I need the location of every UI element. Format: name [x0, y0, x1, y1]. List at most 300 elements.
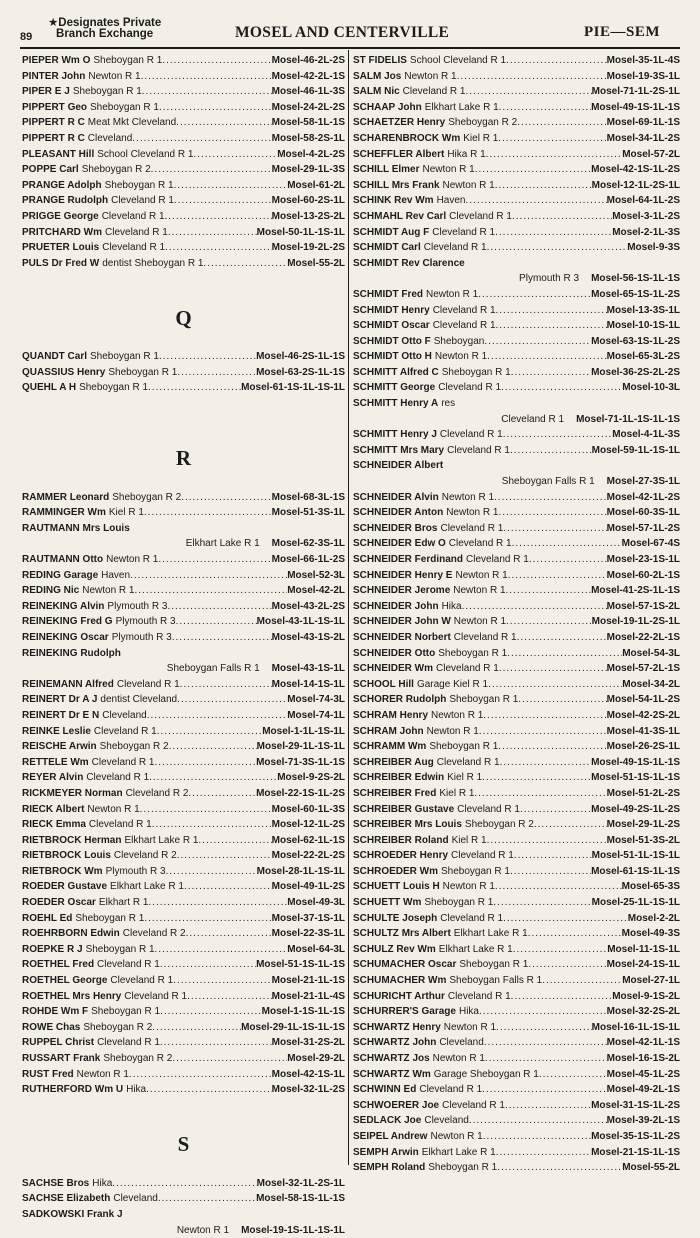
listing-phone: Mosel-29-1L-1S-1L [256, 741, 345, 753]
leader-dots [510, 443, 592, 459]
listing-address: Cleveland R 1 [457, 803, 520, 815]
leader-dots [483, 1129, 591, 1145]
listing-phone: Mosel-64-1L-2S [606, 195, 680, 207]
leader-dots [465, 193, 606, 209]
leader-dots [141, 69, 272, 85]
leader-dots [144, 505, 272, 521]
listing-row [22, 256, 345, 272]
listing-address: Cleveland R 1 [438, 382, 502, 394]
listing-row [353, 349, 680, 365]
leader-dots [142, 84, 272, 100]
listing-name: RIETBROCK Wm [22, 865, 103, 877]
listing-name: ROEHL Ed [22, 912, 73, 924]
page-header [20, 16, 680, 46]
listing-phone: Mosel-21-1L-4S [271, 990, 345, 1002]
listing-address: res [441, 398, 456, 410]
listing-phone: Mosel-58-2S-1L [271, 132, 345, 144]
listing-name: SEMPH Roland [353, 1162, 426, 1174]
leader-dots [499, 100, 591, 116]
listing-name: SCHNEIDER Ferdinand [353, 554, 464, 565]
listing-row [353, 1035, 680, 1051]
listing-row [353, 240, 680, 256]
listing-name: PLEASANT Hill [22, 148, 95, 160]
leader-dots [151, 162, 272, 178]
leader-dots [494, 490, 607, 506]
listing-row [353, 1145, 680, 1161]
listing-name: SCHREIBER Fred [353, 787, 437, 799]
listing-address: Kiel R 1 [463, 132, 499, 144]
listing-phone: Mosel-19-1L-2S-1L [591, 616, 680, 628]
listing-row [353, 817, 680, 833]
listing-address: Newton R 1 [76, 1068, 129, 1080]
listing-name: PIPER E J [22, 86, 70, 98]
listing-address: Sheboygan R 1 [429, 741, 499, 753]
leader-dots [148, 895, 287, 911]
leader-dots [162, 53, 271, 69]
listing-name: ST FIDELIS [353, 55, 407, 66]
listing-phone: Mosel-60-1L-3S [271, 803, 345, 815]
listing-phone: Mosel-52-3L [287, 569, 345, 581]
listing-row [353, 926, 680, 942]
listing-continuation [22, 1223, 345, 1238]
listing-row [353, 1129, 680, 1145]
listing-name: ROETHEL Fred [22, 959, 95, 971]
listing-row [22, 755, 345, 771]
leader-dots [507, 646, 622, 662]
listing-phone: Mosel-61-1S-1L-1S-1L [241, 382, 345, 394]
listing-name: REINEKING Alvin [22, 600, 105, 612]
listing-phone: Mosel-42-1S-1L-2S [591, 164, 680, 176]
listing-name: ROETHEL Mrs Henry [22, 990, 122, 1002]
listing-phone: Mosel-10-3L [622, 382, 680, 394]
blank-row [22, 1098, 345, 1114]
leader-dots [152, 1020, 241, 1036]
listing-row [353, 1067, 680, 1083]
leader-dots [260, 536, 272, 552]
listing-row [353, 427, 680, 443]
listing-row [22, 1004, 345, 1020]
blank-row [22, 412, 345, 428]
listing-row [22, 552, 345, 568]
listing-phone: Mosel-12-1L-2S [271, 819, 345, 831]
listing-phone: Mosel-42-2S-2L [606, 709, 680, 721]
listing-address: Plymouth R 3 [111, 631, 172, 643]
listing-address: Cleveland R 2 [113, 850, 177, 862]
listing-name: SEIPEL Andrew [353, 1130, 428, 1142]
listing-address: Newton R 1 [446, 507, 499, 519]
listing-row [22, 1020, 345, 1036]
listing-row [22, 84, 345, 100]
leader-dots [564, 412, 576, 428]
listing-address: Newton R 1 [426, 725, 479, 737]
listing-name: SCHNEIDER Wm [353, 663, 434, 675]
listing-row [353, 942, 680, 958]
listing-address: Plymouth R 3 [519, 273, 580, 285]
listing-name: SCHULTZ Mrs Albert [353, 928, 451, 940]
leader-dots [512, 209, 612, 225]
leader-dots [260, 661, 272, 677]
listing-phone: Mosel-69-1L-1S [606, 117, 680, 129]
listing-name: REDING Nic [22, 585, 80, 597]
listing-address: Cleveland R 1 [91, 756, 155, 768]
listing-continuation [353, 474, 680, 490]
listing-name: SCHAAP John [353, 101, 422, 113]
listing-address: Cleveland R 1 [97, 959, 160, 971]
leader-dots [484, 334, 591, 350]
listing-address: Kiel R 1 [447, 772, 483, 784]
leader-dots [528, 926, 622, 942]
listing-name: PINTER John [22, 70, 86, 82]
listing-phone: Mosel-3-1L-2S [612, 210, 680, 222]
listing-name: RAMMINGER Wm [22, 507, 106, 519]
listing-phone: Mosel-71-3S-1L-1S [256, 756, 345, 768]
listing-name: SACHSE Elizabeth [22, 1193, 111, 1205]
listing-name: RIECK Albert [22, 803, 85, 815]
listing-phone: Mosel-2-2L [627, 912, 680, 924]
listing-row [22, 209, 345, 225]
listing-row [353, 989, 680, 1005]
listing-phone: Mosel-49-2S-1L-2S [591, 803, 680, 815]
listing-address: dentist Sheboygan R 1 [102, 257, 204, 269]
listing-address: Cleveland R 1 [402, 86, 466, 98]
listing-name: SCHWOERER Joe [353, 1099, 440, 1111]
listing-row [353, 225, 680, 241]
listing-phone: Mosel-43-1L-1S-1L [256, 616, 345, 628]
leader-dots [508, 568, 607, 584]
listing-name: REINERT Dr E N [22, 709, 100, 721]
listing-phone: Mosel-57-1S-2L [606, 600, 680, 612]
listing-name: RIETBROCK Herman [22, 834, 122, 846]
listing-row [353, 365, 680, 381]
listing-address: Elkhart Lake R 1 [453, 928, 528, 940]
leader-dots [149, 770, 277, 786]
listing-address: Sheboygan R 2 [112, 491, 182, 503]
listing-row [22, 240, 345, 256]
leader-dots [157, 724, 262, 740]
leader-dots [517, 115, 606, 131]
listing-name: PIPPERT R C [22, 117, 85, 129]
listing-address: Elkhart Lake R 1 [438, 943, 513, 955]
listing-row [353, 131, 680, 147]
listing-name: SACHSE Bros [22, 1177, 90, 1189]
listing-address: Newton R 1 [87, 803, 140, 815]
listing-address: Sheboygan R 1 [441, 366, 511, 378]
listing-address: Sheboygan R 1 [90, 351, 159, 363]
column-divider [348, 50, 349, 1165]
listing-address: Sheboygan R 1 [428, 1162, 498, 1174]
listing-address: Cleveland R 1 [448, 538, 512, 550]
listing-phone: Mosel-62-3S-1L [271, 538, 345, 550]
listing-phone: Mosel-43-1S-1L [271, 663, 345, 675]
leader-dots [160, 957, 256, 973]
listing-name: SCHMITT Henry J [353, 429, 437, 441]
leader-dots [160, 1035, 272, 1051]
listing-address: Newton R 1 [453, 616, 507, 628]
listing-address: Sheboygan R 1 [441, 865, 510, 877]
listing-row [22, 724, 345, 740]
listing-phone: Mosel-71-1L-1S-1L-1S [576, 413, 680, 425]
listing-name: RAMMER Leonard [22, 491, 110, 503]
listing-row [22, 911, 345, 927]
listing-name: RUTHERFORD Wm U [22, 1084, 124, 1096]
listing-phone: Mosel-45-1L-2S [606, 1068, 680, 1080]
listing-address: Newton R 1 [82, 585, 135, 597]
listing-name: SCHARENBROCK Wm [353, 132, 461, 144]
listing-phone: Mosel-22-2L-2S [271, 850, 345, 862]
listing-name: SCHREIBER Aug [353, 756, 434, 768]
listing-row [353, 193, 680, 209]
leader-dots [176, 614, 257, 630]
leader-dots [184, 879, 272, 895]
leader-dots [510, 864, 591, 880]
leader-dots [506, 53, 607, 69]
listing-name: SCHWARTZ Wm [353, 1068, 431, 1080]
listing-phone: Mosel-14-1S-1L [271, 678, 345, 690]
listing-address: Cleveland R 1 [111, 195, 174, 207]
private-note-line2: Branch Exchange [56, 28, 154, 40]
listing-phone: Mosel-41-2S-1L-1S [591, 585, 680, 597]
listing-row [353, 770, 680, 786]
listing-row [353, 755, 680, 771]
leader-dots [172, 1051, 287, 1067]
listing-row [353, 692, 680, 708]
listing-row [353, 178, 680, 194]
listing-address: Newton R 1 [453, 585, 506, 597]
listing-address: Sheboygan R 1 [85, 943, 155, 955]
listing-name: SCHRAM Henry [353, 709, 429, 721]
listing-name: SCHUMACHER Oscar [353, 959, 457, 971]
leader-dots [487, 240, 628, 256]
listing-continuation [353, 412, 680, 428]
listing-name: PRANGE Rudolph [22, 195, 109, 207]
listing-row [353, 147, 680, 163]
listing-phone: Mosel-54-1L-2S [606, 694, 680, 706]
listing-name: SCHORER Rudolph [353, 694, 447, 706]
listing-address: Sheboygan R 1 [90, 101, 159, 113]
listing-row [353, 957, 680, 973]
listing-name: SCHNEIDER Anton [353, 507, 444, 519]
leader-dots [479, 1004, 607, 1020]
listing-name: SCHROEDER Wm [353, 865, 439, 877]
listing-name: SCHNEIDER John [353, 600, 439, 612]
listing-name: SCHMIDT Henry [353, 304, 430, 316]
listing-row [22, 1207, 345, 1223]
leader-dots [160, 1004, 262, 1020]
leader-dots [159, 100, 272, 116]
listing-name: SCHREIBER Mrs Louis [353, 819, 462, 831]
listing-address: Newton R 1 [442, 179, 495, 191]
listing-name: SCHNEIDER Henry E [353, 569, 453, 581]
listing-address: Elkhart Lake R 1 [421, 1146, 496, 1158]
listing-address: Newton R 1 [443, 1021, 497, 1033]
leader-dots [542, 973, 622, 989]
leader-dots [498, 131, 606, 147]
listing-address: Sheboygan R 2 [448, 117, 518, 129]
listing-row [22, 677, 345, 693]
listing-continuation [22, 536, 345, 552]
listing-row [22, 147, 345, 163]
listing-phone: Mosel-9-1S-2L [612, 990, 680, 1002]
listing-address: Newton R 1 [422, 164, 475, 176]
leader-dots [511, 365, 591, 381]
listing-row [353, 1051, 680, 1067]
listing-address: Cleveland R 1 [439, 429, 503, 441]
listing-row [353, 443, 680, 459]
listing-address: Sheboygan R 1 [93, 55, 163, 66]
listing-phone: Mosel-42-1L-1S [606, 1037, 680, 1049]
listing-row [353, 739, 680, 755]
listing-row [22, 989, 345, 1005]
listing-name: ROEDER Gustave [22, 881, 108, 893]
listing-row [22, 848, 345, 864]
listing-name: REYER Alvin [22, 772, 84, 784]
leader-dots [132, 131, 271, 147]
listing-phone: Mosel-34-1L-2S [606, 132, 680, 144]
listing-name: SCHROEDER Henry [353, 850, 449, 862]
listing-phone: Mosel-42-2L [287, 585, 345, 597]
listing-address: Sheboygan Falls R 1 [501, 476, 595, 488]
leader-dots [186, 926, 272, 942]
leader-dots [168, 225, 257, 241]
leader-dots [517, 630, 607, 646]
listing-row [22, 349, 345, 365]
listing-phone: Mosel-10-1S-1L [606, 320, 680, 332]
listing-name: SCHMAHL Rev Carl [353, 210, 447, 222]
leader-dots [173, 973, 271, 989]
listing-phone: Mosel-51-1S-1L-1S [256, 959, 345, 971]
listing-row [353, 162, 680, 178]
listing-row [22, 786, 345, 802]
listing-name: SCHOOL Hill [353, 678, 414, 690]
leader-dots [495, 178, 592, 194]
section-letter: Q [175, 305, 192, 330]
listing-address: Newton R 1 [404, 70, 457, 82]
leader-dots [158, 1191, 256, 1207]
listing-name: SCHURICHT Arthur [353, 990, 445, 1002]
listing-address: Cleveland R 1 [447, 990, 511, 1002]
listing-phone: Mosel-46-2S-1L-1S [256, 351, 345, 363]
leader-dots [485, 1051, 607, 1067]
listing-address: Newton R 1 [176, 1224, 230, 1236]
leader-dots [152, 817, 272, 833]
leader-dots [479, 724, 607, 740]
listing-phone: Mosel-56-1S-1L-1S [591, 273, 680, 285]
listing-row [22, 1082, 345, 1098]
listing-phone: Mosel-29-1L-2S [606, 819, 680, 831]
listing-phone: Mosel-71-1L-2S-1L [591, 86, 680, 98]
listing-address: Cleveland [439, 1037, 484, 1049]
listing-address: School Cleveland R 1 [97, 148, 194, 160]
listing-address: Kiel R 1 [451, 834, 487, 846]
listing-row [22, 131, 345, 147]
listing-name: REINEKING Fred G [22, 616, 113, 628]
listing-address: Cleveland R 1 [447, 444, 510, 456]
leader-dots [177, 692, 287, 708]
listing-address: Elkhart Lake R 1 [110, 881, 184, 893]
listing-row [353, 1020, 680, 1036]
leader-dots [482, 1082, 606, 1098]
leader-dots [174, 193, 272, 209]
listing-address: Cleveland R 1 [436, 663, 499, 675]
listing-address: Cleveland R 1 [466, 554, 529, 565]
listing-name: SCHNEIDER Albert [353, 460, 444, 472]
leader-dots [198, 833, 271, 849]
leader-dots [496, 303, 607, 319]
leader-dots [518, 692, 606, 708]
listing-name: RIETBROCK Louis [22, 850, 111, 862]
leader-dots [167, 599, 271, 615]
listing-row [22, 583, 345, 599]
listing-row [353, 490, 680, 506]
blank-row [22, 427, 345, 443]
leader-dots [495, 225, 612, 241]
listing-name: SCHEFFLER Albert [353, 148, 445, 160]
listing-continuation [353, 271, 680, 287]
leader-dots [112, 1176, 256, 1192]
listing-phone: Mosel-49-2L-1S [606, 1084, 680, 1096]
listing-row [353, 256, 680, 272]
leader-dots [155, 942, 288, 958]
listing-phone: Mosel-26-2S-1L [606, 741, 680, 753]
listing-address: Plymouth R 3 [115, 616, 176, 628]
leader-dots [147, 708, 287, 724]
listing-address: Sheboygan R 1 [449, 694, 519, 706]
listing-row [22, 1176, 345, 1192]
listing-phone: Mosel-49-1S-1L-1S [591, 101, 680, 113]
listing-row [353, 380, 680, 396]
listing-row [22, 942, 345, 958]
listing-name: SEDLACK Joe [353, 1115, 422, 1127]
listing-phone: Mosel-19-3S-1L [606, 70, 680, 82]
listing-address: Sheboygan R 2 [83, 1021, 153, 1033]
listing-row [22, 708, 345, 724]
listing-row [22, 926, 345, 942]
listing-phone: Mosel-23-1S-1L [606, 554, 680, 565]
listing-row [22, 568, 345, 584]
listing-phone: Mosel-58-1S-1L-1S [256, 1193, 345, 1205]
listing-row [22, 490, 345, 506]
listing-row [353, 864, 680, 880]
listing-phone: Mosel-41-3S-1L [606, 725, 680, 737]
listing-row [22, 100, 345, 116]
listing-name: ROEDER Oscar [22, 897, 96, 909]
listing-row [353, 911, 680, 927]
blank-row [22, 396, 345, 412]
leader-dots [478, 287, 591, 303]
leader-dots [129, 1067, 272, 1083]
leader-dots [496, 1145, 591, 1161]
listing-row [353, 334, 680, 350]
listing-address: Cleveland R 1 [88, 819, 152, 831]
listing-name: SCHULTE Joseph [353, 912, 438, 924]
listing-name: RETTELE Wm [22, 756, 89, 768]
listing-phone: Mosel-55-2L [622, 1162, 680, 1174]
right-column [353, 53, 680, 1176]
listing-name: SCHNEIDER Alvin [353, 491, 439, 503]
listing-phone: Mosel-68-3L-1S [271, 491, 345, 503]
leader-dots [172, 630, 272, 646]
listing-row [22, 802, 345, 818]
listing-name: SALM Nic [353, 86, 400, 98]
leader-dots [503, 521, 606, 537]
listing-phone: Mosel-24-1S-1L [606, 959, 680, 971]
listing-phone: Mosel-2-1L-3S [612, 226, 680, 238]
listing-phone: Mosel-51-1L-1S-1L [591, 850, 680, 862]
listing-phone: Mosel-58-1L-1S [271, 117, 345, 129]
listing-row [22, 864, 345, 880]
page-title: MOSEL AND CENTERVILLE [235, 24, 450, 41]
listing-row [353, 287, 680, 303]
